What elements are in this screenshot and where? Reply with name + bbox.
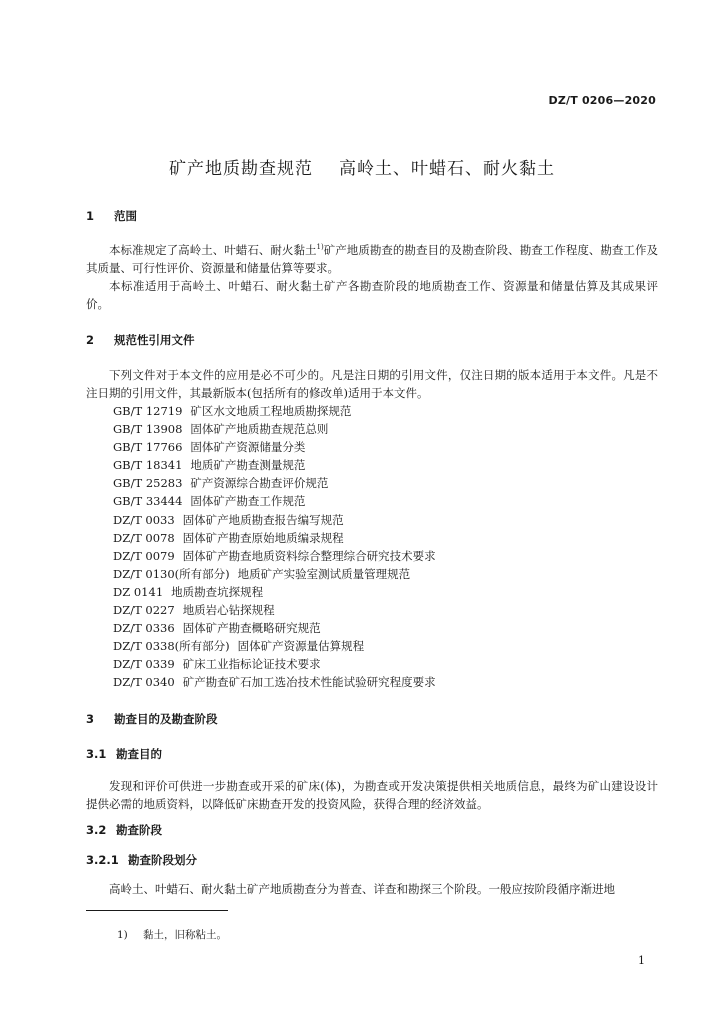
reference-item: DZ/T 0078 固体矿产勘查原始地质编录规程 xyxy=(113,530,344,545)
reference-item: GB/T 33444 固体矿产勘查工作规范 xyxy=(113,494,306,509)
section-title: 勘查阶段 xyxy=(116,823,162,837)
page-title xyxy=(0,154,724,179)
reference-item: DZ/T 0033 固体矿产地质勘查报告编写规范 xyxy=(113,512,344,527)
reference-item: GB/T 17766 固体矿产资源储量分类 xyxy=(113,440,306,455)
reference-item: DZ/T 0227 地质岩心钻探规程 xyxy=(113,603,275,618)
footnote-divider xyxy=(86,910,228,911)
section-1-heading xyxy=(86,208,137,224)
section-2-paragraph-1: 下列文件对于本文件的应用是必不可少的。凡是注日期的引用文件，仅注日期的版本适用于本文件。凡是不注日期的引用文件，其最新版本(包括所有的修改单)适用于本文件。 xyxy=(86,368,658,400)
section-3-heading xyxy=(86,711,218,727)
section-number: 3.1 xyxy=(86,747,107,761)
section-number: 3 xyxy=(86,712,95,726)
title-main: 矿产地质勘查规范 xyxy=(169,159,313,179)
reference-item: GB/T 25283 矿产资源综合勘查评价规范 xyxy=(113,476,329,491)
standard-code: DZ/T 0206—2020 xyxy=(548,94,656,107)
section-title: 规范性引用文件 xyxy=(114,333,195,347)
section-3-2-1-paragraph-1: 高岭土、叶蜡石、耐火黏土矿产地质勘查分为普查、详查和勘探三个阶段。一般应按阶段循序渐进地 xyxy=(109,882,615,896)
page-number: 1 xyxy=(638,954,645,967)
section-3-2-1-heading xyxy=(86,852,197,868)
section-title: 范围 xyxy=(114,209,137,223)
section-1-paragraph-1: 本标准规定了高岭土、叶蜡石、耐火黏土$^{1)}$矿产地质勘查的勘查目的及勘查阶段、勘查工作程度、勘查工作及其质量、可行性评价、资源量和储量估算等要求。 xyxy=(86,243,659,275)
reference-item: GB/T 13908 固体矿产地质勘查规范总则 xyxy=(113,422,329,437)
section-3-2-heading xyxy=(86,822,162,838)
section-number: 1 xyxy=(86,209,95,223)
reference-item: DZ/T 0336 固体矿产勘查概略研究规范 xyxy=(113,621,321,636)
reference-item: DZ/T 0338(所有部分) 固体矿产资源量估算规程 xyxy=(113,639,365,654)
reference-item: DZ/T 0339 矿床工业指标论证技术要求 xyxy=(113,657,321,672)
footnote-mark: 1) xyxy=(117,929,128,941)
section-title: 勘查阶段划分 xyxy=(128,853,197,867)
normative-reference-list xyxy=(113,402,436,692)
reference-item: GB/T 12719 矿区水文地质工程地质勘探规范 xyxy=(113,404,352,418)
section-title: 勘查目的及勘查阶段 xyxy=(114,712,218,726)
section-number: 3.2 xyxy=(86,823,107,837)
reference-item: DZ/T 0079 固体矿产勘查地质资料综合整理综合研究技术要求 xyxy=(113,548,436,563)
reference-item: DZ/T 0340 矿产勘查矿石加工选冶技术性能试验研究程度要求 xyxy=(113,675,436,690)
reference-item: GB/T 18341 地质矿产勘查测量规范 xyxy=(113,458,306,473)
section-3-1-paragraph-1: 发现和评价可供进一步勘查或开采的矿床(体)，为勘查或开发决策提供相关地质信息，最终为矿山建设设计提供必需的地质资料，以降低矿床勘查开发的投资风险，获得合理的经济效益。 xyxy=(86,779,658,811)
footnote xyxy=(117,927,227,942)
section-2-heading xyxy=(86,332,195,348)
section-number: 3.2.1 xyxy=(86,853,119,867)
footnote-ref: 1) xyxy=(316,243,324,252)
section-number: 2 xyxy=(86,333,95,347)
reference-item: DZ/T 0130(所有部分) 地质矿产实验室测试质量管理规范 xyxy=(113,566,411,581)
title-sub: 高岭土、叶蜡石、耐火黏土 xyxy=(339,159,555,179)
section-title: 勘查目的 xyxy=(116,747,162,761)
reference-item: DZ 0141 地质勘查坑探规程 xyxy=(113,584,264,599)
section-3-1-heading xyxy=(86,746,162,762)
footnote-text: 黏土，旧称粘土。 xyxy=(143,929,227,941)
section-1-paragraph-2: 本标准适用于高岭土、叶蜡石、耐火黏土矿产各勘查阶段的地质勘查工作、资源量和储量估算及其成果评价。 xyxy=(86,279,658,311)
